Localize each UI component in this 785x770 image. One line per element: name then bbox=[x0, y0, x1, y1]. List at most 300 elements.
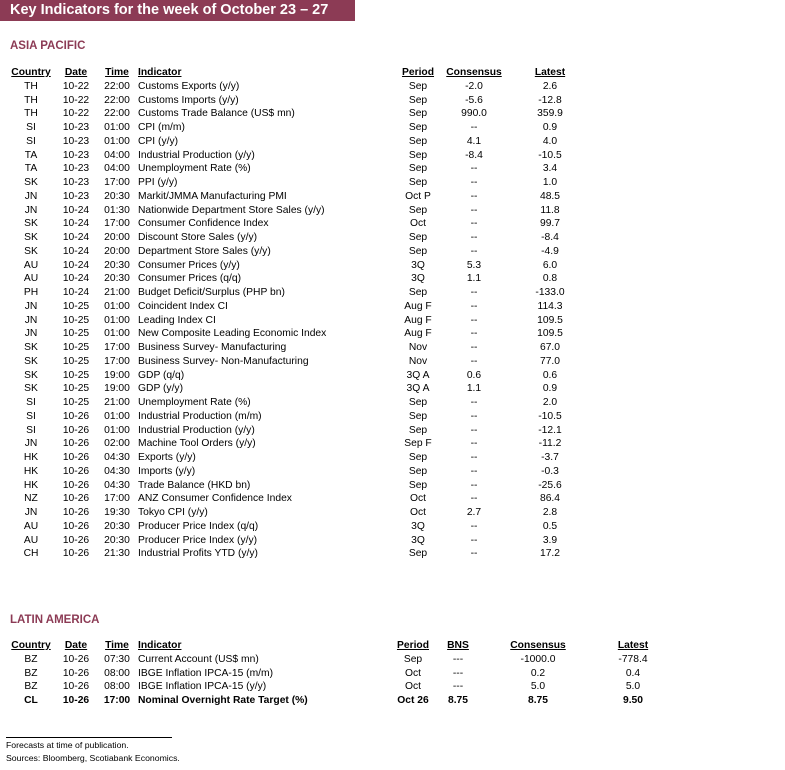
latest-cell: 2.6 bbox=[542, 80, 558, 92]
period-cell: Sep bbox=[403, 653, 423, 665]
time-cell: 20:30 bbox=[104, 520, 130, 532]
table-row bbox=[6, 653, 668, 667]
table-row bbox=[6, 217, 590, 231]
col-latest-header: Latest bbox=[617, 640, 649, 651]
table-row bbox=[6, 451, 590, 465]
date-cell: 10-24 bbox=[62, 204, 90, 216]
country-cell: SK bbox=[24, 177, 38, 188]
table-row bbox=[6, 424, 590, 438]
consensus-cell: -- bbox=[470, 355, 478, 367]
consensus-cell: -- bbox=[470, 122, 478, 133]
period-cell: Oct bbox=[404, 681, 422, 693]
country-cell: SK bbox=[24, 342, 38, 353]
consensus-cell: 1.1 bbox=[466, 273, 482, 285]
time-cell: 07:30 bbox=[104, 653, 130, 665]
country-cell: SK bbox=[24, 369, 38, 381]
country-cell: HK bbox=[23, 465, 39, 477]
indicator-cell: Customs Imports (y/y) bbox=[138, 94, 239, 106]
date-cell: 10-26 bbox=[62, 520, 90, 532]
time-cell: 04:00 bbox=[104, 149, 130, 161]
date-cell: 10-25 bbox=[62, 314, 90, 326]
col-consensus-header: Consensus bbox=[446, 67, 502, 78]
country-cell: TA bbox=[24, 163, 38, 175]
latest-cell: 0.8 bbox=[542, 273, 558, 285]
period-cell: Sep bbox=[408, 94, 428, 106]
country-cell: TH bbox=[24, 80, 38, 92]
date-cell: 10-26 bbox=[62, 424, 90, 436]
country-cell: AU bbox=[23, 259, 39, 271]
date-cell: 10-25 bbox=[62, 328, 90, 340]
latest-cell: 48.5 bbox=[539, 190, 561, 202]
date-cell: 10-23 bbox=[62, 122, 90, 133]
latest-cell: 9.50 bbox=[622, 695, 644, 706]
indicator-cell: Tokyo CPI (y/y) bbox=[138, 507, 208, 518]
latest-cell: 99.7 bbox=[539, 218, 561, 230]
country-cell: SK bbox=[24, 383, 38, 395]
date-cell: 10-23 bbox=[62, 190, 90, 202]
indicator-cell: Leading Index CI bbox=[138, 314, 216, 326]
country-cell: AU bbox=[23, 273, 39, 285]
date-cell: 10-25 bbox=[62, 369, 90, 381]
indicator-cell: Industrial Profits YTD (y/y) bbox=[138, 548, 258, 560]
period-cell: Aug F bbox=[404, 314, 432, 326]
time-cell: 20:30 bbox=[104, 190, 130, 202]
table-row bbox=[6, 410, 590, 424]
table-row bbox=[6, 479, 590, 493]
time-cell: 01:00 bbox=[104, 328, 130, 340]
period-cell: Sep bbox=[408, 108, 428, 120]
col-latest-header: Latest bbox=[534, 67, 566, 78]
period-cell: Nov bbox=[408, 342, 428, 353]
country-cell: SI bbox=[26, 397, 36, 408]
consensus-cell: 5.3 bbox=[466, 259, 482, 271]
date-cell: 10-22 bbox=[62, 94, 90, 106]
time-cell: 19:00 bbox=[104, 383, 130, 395]
latest-cell: -133.0 bbox=[535, 287, 565, 298]
table-row bbox=[6, 80, 590, 94]
country-cell: SK bbox=[24, 232, 38, 243]
consensus-cell: 1.1 bbox=[466, 383, 482, 395]
table-row bbox=[6, 667, 668, 681]
indicator-cell: Industrial Production (y/y) bbox=[138, 424, 255, 436]
period-cell: Sep bbox=[408, 548, 428, 560]
date-cell: 10-24 bbox=[62, 245, 90, 257]
date-cell: 10-26 bbox=[62, 695, 90, 706]
consensus-cell: -- bbox=[470, 177, 478, 188]
indicator-cell: GDP (y/y) bbox=[138, 383, 184, 395]
latest-cell: -3.7 bbox=[541, 452, 559, 463]
consensus-cell: 4.1 bbox=[466, 135, 482, 147]
consensus-cell: 5.0 bbox=[530, 681, 546, 693]
date-cell: 10-25 bbox=[62, 383, 90, 395]
consensus-cell: -- bbox=[470, 410, 478, 422]
table-row bbox=[6, 506, 590, 520]
indicator-cell: Industrial Production (y/y) bbox=[138, 149, 255, 161]
time-cell: 21:00 bbox=[104, 397, 130, 408]
table-row bbox=[6, 121, 590, 135]
period-cell: 3Q A bbox=[406, 383, 430, 395]
consensus-cell: -5.6 bbox=[465, 94, 483, 106]
table-row bbox=[6, 176, 590, 190]
consensus-cell: 990.0 bbox=[461, 108, 487, 120]
indicator-cell: Nominal Overnight Rate Target (%) bbox=[138, 695, 308, 706]
consensus-cell: 0.6 bbox=[466, 369, 482, 381]
time-cell: 17:00 bbox=[104, 342, 130, 353]
consensus-cell: -- bbox=[470, 424, 478, 436]
latest-cell: -4.9 bbox=[541, 245, 559, 257]
time-cell: 17:00 bbox=[103, 695, 131, 706]
table-row bbox=[6, 382, 590, 396]
period-cell: Sep bbox=[408, 149, 428, 161]
country-cell: JN bbox=[24, 438, 38, 450]
asia-pacific-table bbox=[6, 66, 590, 561]
table-row bbox=[6, 259, 590, 273]
indicator-cell: Unemployment Rate (%) bbox=[138, 163, 251, 175]
table-row bbox=[6, 204, 590, 218]
consensus-cell: -- bbox=[470, 300, 478, 312]
country-cell: SK bbox=[24, 245, 38, 257]
col-country-header: Country bbox=[11, 67, 51, 78]
period-cell: 3Q bbox=[411, 259, 425, 271]
indicator-cell: Consumer Prices (y/y) bbox=[138, 259, 240, 271]
consensus-cell: -- bbox=[470, 190, 478, 202]
date-cell: 10-23 bbox=[62, 149, 90, 161]
consensus-cell: -2.0 bbox=[465, 80, 483, 92]
date-cell: 10-26 bbox=[62, 493, 90, 505]
table-row bbox=[6, 369, 590, 383]
indicator-cell: Business Survey- Manufacturing bbox=[138, 342, 287, 353]
time-cell: 02:00 bbox=[104, 438, 130, 450]
period-cell: Oct 26 bbox=[397, 695, 429, 706]
indicator-cell: Consumer Confidence Index bbox=[138, 218, 269, 230]
date-cell: 10-26 bbox=[62, 452, 90, 463]
consensus-cell: -- bbox=[470, 397, 478, 408]
latest-cell: 0.6 bbox=[542, 369, 558, 381]
col-time-header: Time bbox=[105, 67, 129, 78]
footnote-forecasts: Forecasts at time of publication. bbox=[6, 740, 129, 750]
date-cell: 10-26 bbox=[62, 438, 90, 450]
consensus-cell: -- bbox=[470, 314, 478, 326]
date-cell: 10-25 bbox=[62, 397, 90, 408]
country-cell: CH bbox=[23, 548, 39, 560]
date-cell: 10-24 bbox=[62, 259, 90, 271]
time-cell: 08:00 bbox=[104, 667, 130, 679]
bns-cell: --- bbox=[452, 681, 464, 693]
latest-cell: 3.9 bbox=[542, 534, 558, 546]
date-cell: 10-26 bbox=[62, 479, 90, 491]
table-row bbox=[6, 547, 590, 561]
country-cell: BZ bbox=[24, 681, 38, 693]
indicator-cell: Budget Deficit/Surplus (PHP bn) bbox=[138, 287, 285, 298]
latest-cell: 4.0 bbox=[542, 135, 558, 147]
date-cell: 10-25 bbox=[62, 355, 90, 367]
table-row bbox=[6, 272, 590, 286]
table-row bbox=[6, 286, 590, 300]
table-row bbox=[6, 694, 668, 708]
country-cell: SI bbox=[26, 135, 36, 147]
col-date-header: Date bbox=[64, 640, 88, 651]
consensus-cell: -- bbox=[470, 232, 478, 243]
consensus-cell: -- bbox=[470, 204, 478, 216]
period-cell: Sep bbox=[408, 410, 428, 422]
indicator-cell: IBGE Inflation IPCA-15 (y/y) bbox=[138, 681, 267, 693]
period-cell: Sep bbox=[408, 465, 428, 477]
table-row bbox=[6, 437, 590, 451]
date-cell: 10-26 bbox=[62, 507, 90, 518]
indicator-cell: Customs Exports (y/y) bbox=[138, 80, 240, 92]
latest-cell: -8.4 bbox=[541, 232, 559, 243]
time-cell: 01:00 bbox=[104, 300, 130, 312]
country-cell: JN bbox=[24, 328, 38, 340]
period-cell: 3Q bbox=[411, 273, 425, 285]
table-row bbox=[6, 300, 590, 314]
table-row bbox=[6, 135, 590, 149]
col-bns-header: BNS bbox=[447, 640, 469, 651]
date-cell: 10-25 bbox=[62, 300, 90, 312]
time-cell: 17:00 bbox=[104, 355, 130, 367]
indicator-cell: Coincident Index CI bbox=[138, 300, 228, 312]
latest-cell: 3.4 bbox=[542, 163, 558, 175]
bns-cell: --- bbox=[452, 667, 464, 679]
col-period-header: Period bbox=[401, 67, 435, 78]
period-cell: Sep bbox=[408, 479, 428, 491]
time-cell: 01:00 bbox=[104, 314, 130, 326]
time-cell: 20:00 bbox=[104, 232, 130, 243]
date-cell: 10-26 bbox=[62, 465, 90, 477]
country-cell: SI bbox=[26, 410, 36, 422]
footnote-sources: Sources: Bloomberg, Scotiabank Economics. bbox=[6, 753, 180, 763]
period-cell: Oct bbox=[404, 667, 422, 679]
consensus-cell: -- bbox=[470, 163, 478, 175]
latest-cell: 86.4 bbox=[539, 493, 561, 505]
indicator-cell: New Composite Leading Economic Index bbox=[138, 328, 327, 340]
consensus-cell: -- bbox=[470, 479, 478, 491]
time-cell: 20:30 bbox=[104, 259, 130, 271]
time-cell: 19:00 bbox=[104, 369, 130, 381]
period-cell: Sep F bbox=[404, 438, 432, 450]
period-cell: Oct bbox=[409, 493, 427, 505]
time-cell: 17:00 bbox=[104, 493, 130, 505]
date-cell: 10-23 bbox=[62, 135, 90, 147]
table-row bbox=[6, 341, 590, 355]
consensus-cell: -- bbox=[470, 452, 478, 463]
time-cell: 04:00 bbox=[104, 163, 130, 175]
country-cell: TH bbox=[24, 94, 38, 106]
date-cell: 10-26 bbox=[62, 410, 90, 422]
indicator-cell: Business Survey- Non-Manufacturing bbox=[138, 355, 309, 367]
indicator-cell: Nationwide Department Store Sales (y/y) bbox=[138, 204, 325, 216]
table-row bbox=[6, 94, 590, 108]
indicator-cell: Customs Trade Balance (US$ mn) bbox=[138, 108, 295, 120]
country-cell: NZ bbox=[24, 493, 38, 505]
period-cell: Sep bbox=[408, 452, 428, 463]
country-cell: PH bbox=[23, 287, 39, 298]
latest-cell: 17.2 bbox=[539, 548, 561, 560]
table-row bbox=[6, 492, 590, 506]
period-cell: Sep bbox=[408, 177, 428, 188]
latest-cell: 6.0 bbox=[542, 259, 558, 271]
country-cell: BZ bbox=[24, 653, 38, 665]
consensus-cell: -- bbox=[470, 534, 478, 546]
period-cell: Oct bbox=[409, 218, 427, 230]
asia-table-header bbox=[6, 66, 590, 80]
country-cell: AU bbox=[23, 520, 39, 532]
date-cell: 10-26 bbox=[62, 534, 90, 546]
time-cell: 20:00 bbox=[104, 245, 130, 257]
latest-cell: 2.8 bbox=[542, 507, 558, 518]
indicator-cell: Exports (y/y) bbox=[138, 452, 196, 463]
time-cell: 20:30 bbox=[104, 273, 130, 285]
period-cell: Sep bbox=[408, 80, 428, 92]
indicator-cell: Current Account (US$ mn) bbox=[138, 653, 259, 665]
time-cell: 21:30 bbox=[104, 548, 130, 560]
time-cell: 19:30 bbox=[104, 507, 130, 518]
consensus-cell: 8.75 bbox=[527, 695, 549, 706]
consensus-cell: -8.4 bbox=[465, 149, 483, 161]
indicator-cell: Unemployment Rate (%) bbox=[138, 397, 251, 408]
period-cell: Oct bbox=[409, 507, 427, 518]
country-cell: JN bbox=[24, 314, 38, 326]
indicator-cell: Department Store Sales (y/y) bbox=[138, 245, 271, 257]
date-cell: 10-24 bbox=[62, 232, 90, 243]
date-cell: 10-26 bbox=[62, 653, 90, 665]
period-cell: Sep bbox=[408, 163, 428, 175]
date-cell: 10-23 bbox=[62, 177, 90, 188]
country-cell: AU bbox=[23, 534, 39, 546]
latest-cell: -10.5 bbox=[538, 410, 562, 422]
period-cell: Sep bbox=[408, 287, 428, 298]
latest-cell: -12.1 bbox=[538, 424, 562, 436]
indicator-cell: IBGE Inflation IPCA-15 (m/m) bbox=[138, 667, 274, 679]
time-cell: 17:00 bbox=[104, 218, 130, 230]
latest-cell: -12.8 bbox=[538, 94, 562, 106]
latest-cell: 0.5 bbox=[542, 520, 558, 532]
date-cell: 10-24 bbox=[62, 287, 90, 298]
period-cell: Nov bbox=[408, 355, 428, 367]
indicator-cell: Producer Price Index (y/y) bbox=[138, 534, 258, 546]
indicator-cell: Trade Balance (HKD bn) bbox=[138, 479, 251, 491]
country-cell: SI bbox=[26, 122, 36, 133]
period-cell: Sep bbox=[408, 245, 428, 257]
indicator-cell: Imports (y/y) bbox=[138, 465, 196, 477]
asia-pacific-heading: ASIA PACIFIC bbox=[10, 40, 86, 52]
period-cell: Sep bbox=[408, 397, 428, 408]
country-cell: SK bbox=[24, 355, 38, 367]
table-row bbox=[6, 680, 668, 694]
consensus-cell: -- bbox=[470, 342, 478, 353]
country-cell: JN bbox=[24, 507, 38, 518]
latam-table-header bbox=[6, 639, 668, 653]
indicator-cell: ANZ Consumer Confidence Index bbox=[138, 493, 292, 505]
time-cell: 17:00 bbox=[104, 177, 130, 188]
date-cell: 10-26 bbox=[62, 548, 90, 560]
date-cell: 10-22 bbox=[62, 80, 90, 92]
col-indicator-header: Indicator bbox=[138, 67, 182, 78]
time-cell: 01:00 bbox=[104, 410, 130, 422]
col-date-header: Date bbox=[64, 67, 88, 78]
period-cell: Sep bbox=[408, 232, 428, 243]
table-row bbox=[6, 396, 590, 410]
latest-cell: -778.4 bbox=[618, 653, 648, 665]
period-cell: Oct P bbox=[405, 190, 431, 202]
latest-cell: 0.9 bbox=[542, 383, 558, 395]
time-cell: 22:00 bbox=[104, 108, 130, 120]
bns-cell: 8.75 bbox=[447, 695, 469, 706]
date-cell: 10-26 bbox=[62, 681, 90, 693]
col-consensus-header: Consensus bbox=[510, 640, 566, 651]
country-cell: HK bbox=[23, 479, 39, 491]
latest-cell: -0.3 bbox=[541, 465, 559, 477]
indicator-cell: Industrial Production (m/m) bbox=[138, 410, 262, 422]
table-row bbox=[6, 327, 590, 341]
country-cell: JN bbox=[24, 190, 38, 202]
time-cell: 08:00 bbox=[104, 681, 130, 693]
consensus-cell: -- bbox=[470, 218, 478, 230]
time-cell: 04:30 bbox=[104, 479, 130, 491]
indicator-cell: Machine Tool Orders (y/y) bbox=[138, 438, 256, 450]
indicator-cell: Consumer Prices (q/q) bbox=[138, 273, 241, 285]
latest-cell: 1.0 bbox=[542, 177, 558, 188]
indicator-cell: CPI (m/m) bbox=[138, 122, 185, 133]
latest-cell: 0.9 bbox=[542, 122, 558, 133]
period-cell: Sep bbox=[408, 122, 428, 133]
latest-cell: 77.0 bbox=[539, 355, 561, 367]
consensus-cell: 0.2 bbox=[530, 667, 546, 679]
consensus-cell: -- bbox=[470, 438, 478, 450]
table-row bbox=[6, 162, 590, 176]
latest-cell: 67.0 bbox=[539, 342, 561, 353]
country-cell: SI bbox=[26, 424, 36, 436]
date-cell: 10-26 bbox=[62, 667, 90, 679]
country-cell: JN bbox=[24, 300, 38, 312]
consensus-cell: -- bbox=[470, 328, 478, 340]
period-cell: Aug F bbox=[404, 300, 432, 312]
period-cell: Sep bbox=[408, 424, 428, 436]
period-cell: 3Q bbox=[411, 534, 425, 546]
date-cell: 10-24 bbox=[62, 273, 90, 285]
country-cell: CL bbox=[24, 695, 38, 706]
country-cell: JN bbox=[24, 204, 38, 216]
indicator-cell: Markit/JMMA Manufacturing PMI bbox=[138, 190, 287, 202]
latest-cell: 109.5 bbox=[537, 314, 563, 326]
latest-cell: -10.5 bbox=[538, 149, 562, 161]
latest-cell: 109.5 bbox=[537, 328, 563, 340]
date-cell: 10-23 bbox=[62, 163, 90, 175]
country-cell: TH bbox=[24, 108, 38, 120]
latest-cell: 359.9 bbox=[537, 108, 563, 120]
time-cell: 20:30 bbox=[104, 534, 130, 546]
consensus-cell: -- bbox=[470, 287, 478, 298]
table-row bbox=[6, 107, 590, 121]
col-country-header: Country bbox=[11, 640, 51, 651]
indicator-cell: GDP (q/q) bbox=[138, 369, 185, 381]
col-period-header: Period bbox=[396, 640, 430, 651]
time-cell: 22:00 bbox=[104, 94, 130, 106]
period-cell: Sep bbox=[408, 135, 428, 147]
indicator-cell: CPI (y/y) bbox=[138, 135, 179, 147]
date-cell: 10-22 bbox=[62, 108, 90, 120]
consensus-cell: 2.7 bbox=[466, 507, 482, 518]
period-cell: Sep bbox=[408, 204, 428, 216]
col-time-header: Time bbox=[105, 640, 129, 651]
footnote-divider bbox=[6, 737, 172, 738]
table-row bbox=[6, 149, 590, 163]
bns-cell: --- bbox=[452, 653, 464, 665]
period-cell: Aug F bbox=[404, 328, 432, 340]
table-row bbox=[6, 314, 590, 328]
latest-cell: -25.6 bbox=[538, 479, 562, 491]
table-row bbox=[6, 231, 590, 245]
